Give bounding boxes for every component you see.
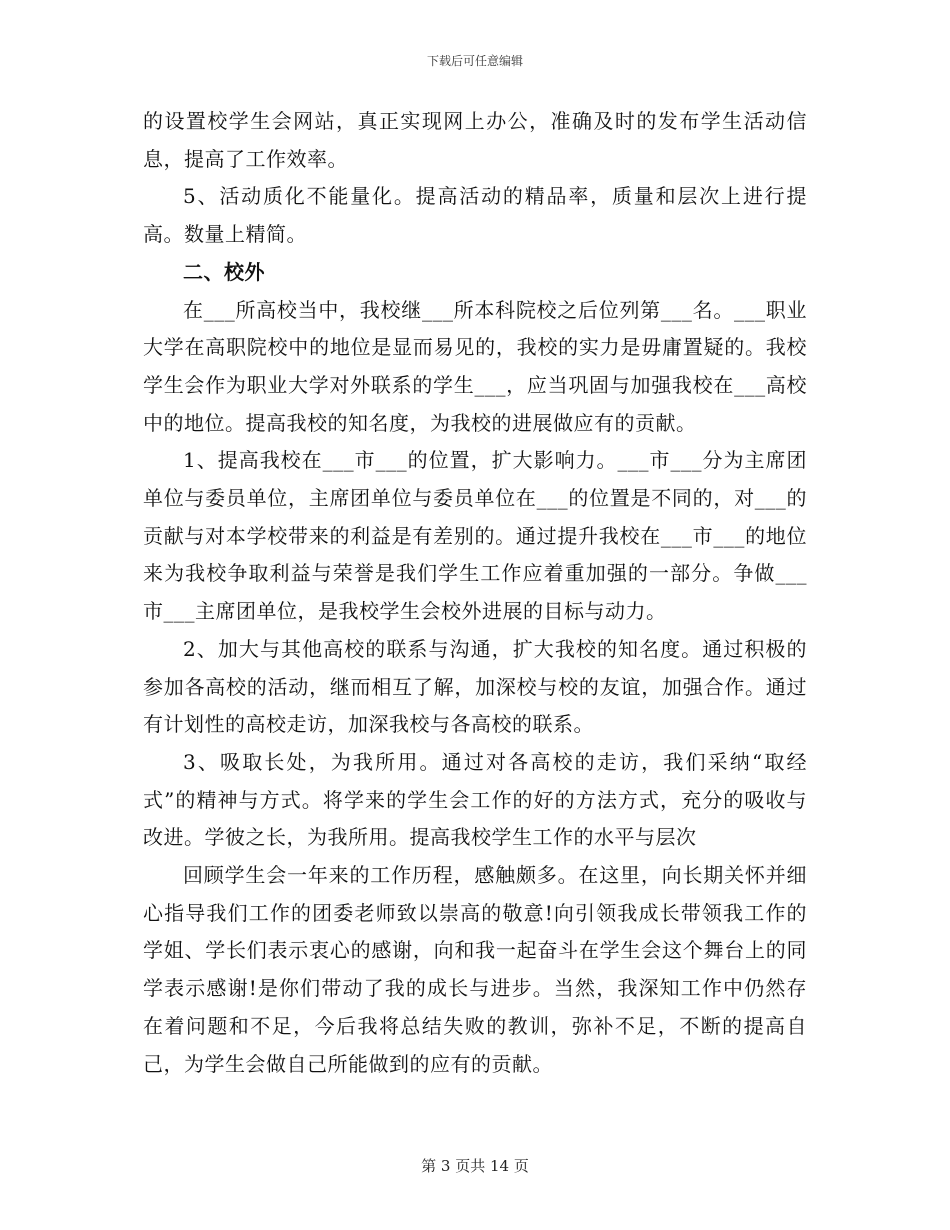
section-heading-external: 二、校外	[183, 259, 265, 284]
paragraph-ranking: 在___所高校当中，我校继___所本科院校之后位列第___名。___职业大学在高职院校中的地位是显而易见的，我校的实力是毋庸置疑的。我校学生会作为职业大学对外联系的学生___，应当巩固与加强我校在___高校中的地位。提高我校的知名度，为我校的进展做应有的贡献。	[143, 297, 807, 435]
paragraph-item-5: 5、活动质化不能量化。提高活动的精品率，质量和层次上进行提高。数量上精简。	[143, 184, 807, 247]
paragraph-item-1: 1、提高我校在___市___的位置，扩大影响力。___市___分为主席团单位与委员单位，主席团单位与委员单位在___的位置是不同的，对___的贡献与对本学校带来的利益是有差别的。通过提升我校在___市___的地位来为我校争取利益与荣誉是我们学生工作应着重加强的一部分。争做___市___主席团单位，是我校学生会校外进展的目标与动力。	[143, 448, 807, 624]
page-number: 第 3 页共 14 页	[421, 1157, 529, 1175]
paragraph-continuation: 的设置校学生会网站，真正实现网上办公，准确及时的发布学生活动信息，提高了工作效率。	[143, 109, 807, 171]
document-body	[143, 103, 807, 1083]
page-header: 下载后可任意编辑	[426, 54, 523, 68]
paragraph-item-2: 2、加大与其他高校的联系与沟通，扩大我校的知名度。通过积极的参加各高校的活动，继而相互了解，加深校与校的友谊，加强合作。通过有计划性的高校走访，加深我校与各高校的联系。	[143, 636, 807, 737]
paragraph-review: 回顾学生会一年来的工作历程，感触颇多。在这里，向长期关怀并细心指导我们工作的团委老师致以崇高的敬意!向引领我成长带领我工作的学姐、学长们表示衷心的感谢，向和我一起奋斗在学生会这个舞台上的同学表示感谢!是你们带动了我的成长与进步。当然，我深知工作中仍然存在着问题和不足，今后我将总结失败的教训，弥补不足，不断的提高自己，为学生会做自己所能做到的应有的贡献。	[143, 863, 807, 1076]
paragraph-item-3: 3、吸取长处，为我所用。通过对各高校的走访，我们采纳“取经式”的精神与方式。将学来的学生会工作的好的方法方式，充分的吸收与改进。学彼之长，为我所用。提高我校学生工作的水平与层次	[143, 749, 807, 850]
